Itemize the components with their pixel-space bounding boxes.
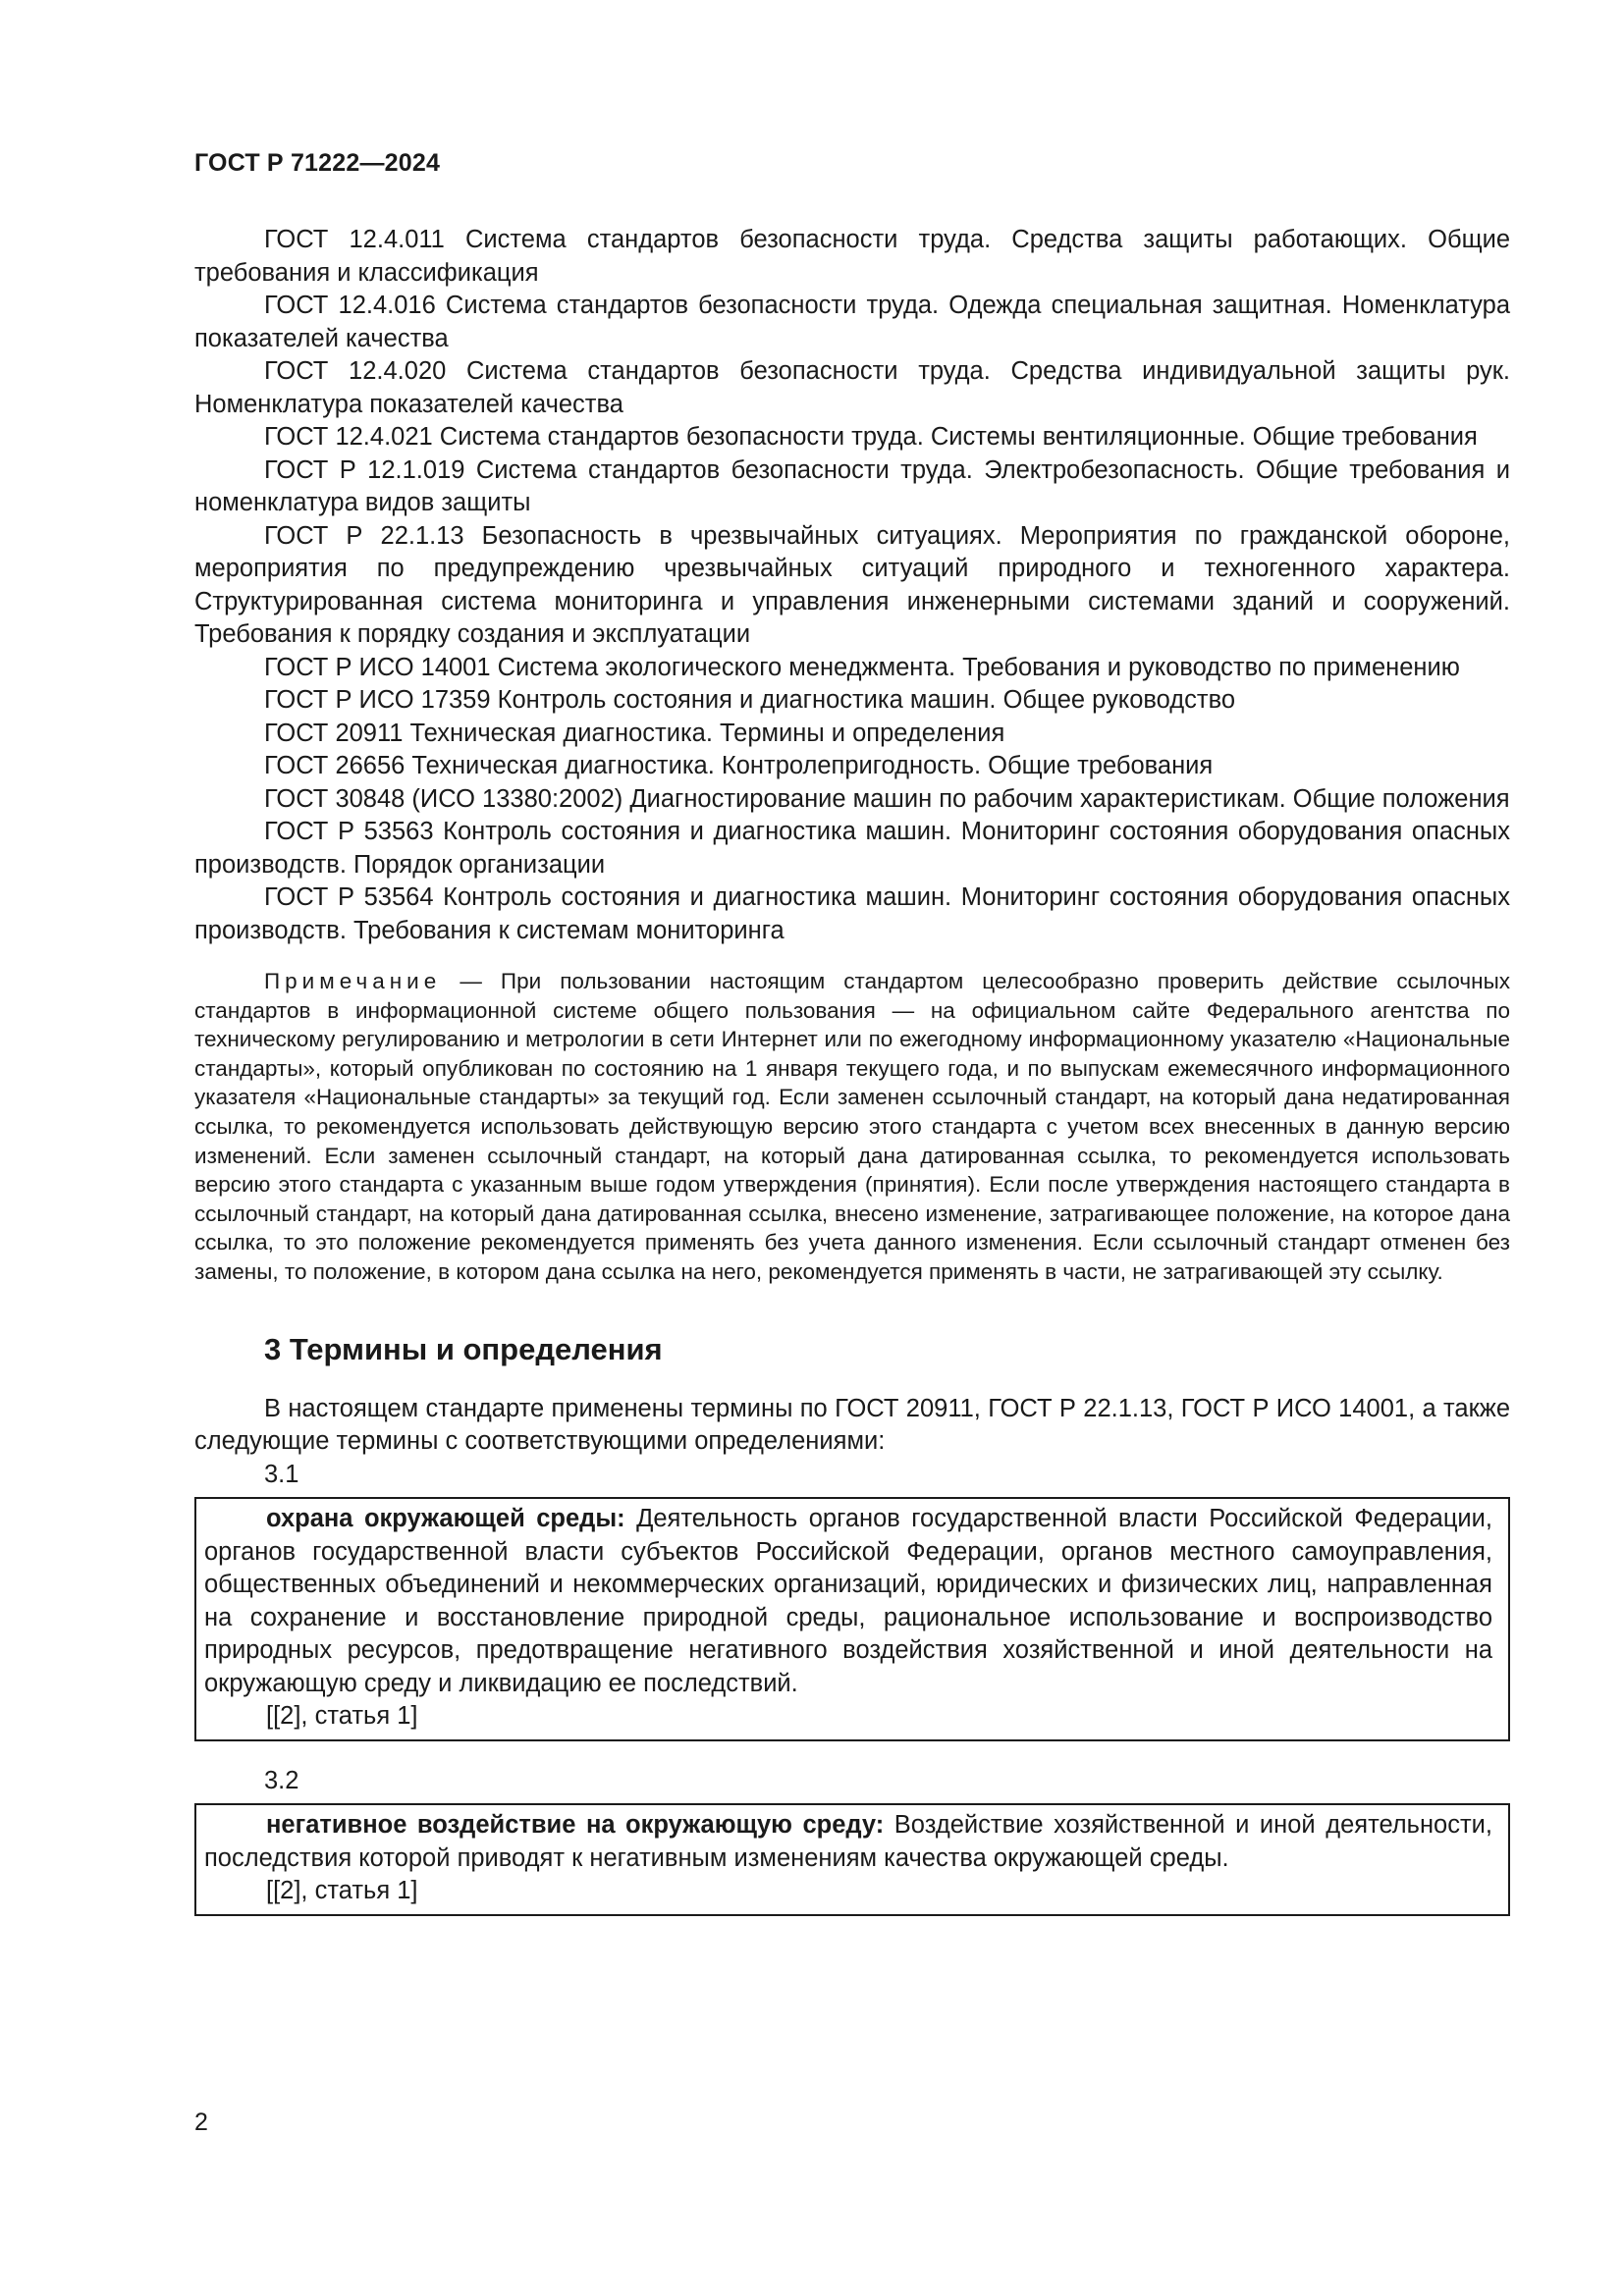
reference-item: ГОСТ 12.4.011 Система стандартов безопасности труда. Средства защиты работающих. Общие требования и классификация [194, 226, 1510, 287]
section-title: 3 Термины и определения [264, 1331, 663, 1366]
page-number: 2 [194, 2109, 208, 2136]
reference-item: ГОСТ 12.4.016 Система стандартов безопасности труда. Одежда специальная защитная. Номенклатура показателей качества [194, 292, 1510, 352]
reference-item: ГОСТ Р 22.1.13 Безопасность в чрезвычайных ситуациях. Мероприятия по гражданской обороне, мероприятия по предупреждению чрезвычайных ситуаций природного и техногенного характера. Структурированная система мониторинга и управления инженерными системами зданий и сооружений. Требования к порядку создания и эксплуатации [194, 521, 1510, 648]
reference-item: ГОСТ Р ИСО 17359 Контроль состояния и диагностика машин. Общее руководство [264, 686, 1236, 714]
term-source: [[2], статья 1] [266, 1877, 418, 1905]
reference-item: ГОСТ 12.4.020 Система стандартов безопасности труда. Средства индивидуальной защиты рук. Номенклатура показателей качества [194, 357, 1510, 418]
note-paragraph [194, 967, 1510, 1287]
term-definition-box [194, 1803, 1510, 1916]
reference-item: ГОСТ Р 53564 Контроль состояния и диагностика машин. Мониторинг состояния оборудования опасных производств. Требования к системам мониторинга [194, 883, 1510, 944]
reference-item: ГОСТ 26656 Техническая диагностика. Контролепригодность. Общие требования [264, 752, 1214, 779]
note-label: Примечание [264, 969, 442, 993]
term-name: охрана окружающей среды: [266, 1505, 625, 1533]
term-number: 3.1 [264, 1460, 299, 1488]
reference-item: ГОСТ Р 12.1.019 Система стандартов безопасности труда. Электробезопасность. Общие требования и номенклатура видов защиты [194, 455, 1510, 516]
note-text: — При пользовании настоящим стандартом целесообразно проверить действие ссылочных стандартов в информационной системе общего пользования — на официальном сайте Федерального агентства по техническому регулированию и метрологии в сети Интернет или по ежегодному информационному указателю «Национальные стандарты», который опубликован по состоянию на 1 января текущего года, и по выпускам ежемесячного информационного указателя «Национальные стандарты» за текущий год. Если заменен ссылочный стандарт, на который дана недатированная ссылка, то рекомендуется использовать действующую версию этого стандарта с учетом всех внесенных в данную версию изменений. Если заменен ссылочный стандарт, на который дана датированная ссылка, то рекомендуется использовать версию этого стандарта с указанным выше годом утверждения (принятия). Если после утверждения настоящего стандарта в ссылочный стандарт, на который дана датированная ссылка, внесено изменение, затрагивающее положение, на которое дана ссылка, то это положение рекомендуется применять без учета данного изменения. Если ссылочный стандарт отменен без замены, то положение, в котором дана ссылка на него, рекомендуется применять в части, не затрагивающей эту ссылку. [194, 969, 1510, 1284]
term-definition [204, 1809, 1492, 1875]
reference-item: ГОСТ 20911 Техническая диагностика. Термины и определения [264, 719, 1005, 747]
reference-item: ГОСТ Р ИСО 14001 Система экологического менеджмента. Требования и руководство по применению [264, 653, 1460, 681]
page-content [194, 224, 1510, 1916]
term-number: 3.2 [264, 1766, 299, 1794]
reference-item: ГОСТ Р 53563 Контроль состояния и диагностика машин. Мониторинг состояния оборудования опасных производств. Порядок организации [194, 818, 1510, 879]
normative-references-list [194, 224, 1510, 947]
section-intro: В настоящем стандарте применены термины по ГОСТ 20911, ГОСТ Р 22.1.13, ГОСТ Р ИСО 14001, а также следующие термины с соответствующими определениями: [194, 1394, 1510, 1456]
reference-item: ГОСТ 12.4.021 Система стандартов безопасности труда. Системы вентиляционные. Общие требования [264, 423, 1478, 451]
term-definition [204, 1503, 1492, 1700]
term-source: [[2], статья 1] [266, 1702, 418, 1731]
term-definition-box [194, 1497, 1510, 1741]
document-header: ГОСТ Р 71222—2024 [194, 149, 441, 177]
term-text: Деятельность органов государственной власти Российской Федерации, органов государственной власти субъектов Российской Федерации, органов местного самоуправления, общественных объединений и некоммерческих организаций, юридических и физических лиц, направленная на сохранение и восстановление природной среды, рациональное использование и воспроизводство природных ресурсов, предотвращение негативного воздействия хозяйственной и иной деятельности на окружающую среду и ликвидацию ее последствий. [204, 1505, 1492, 1697]
reference-item: ГОСТ 30848 (ИСО 13380:2002) Диагностирование машин по рабочим характеристикам. Общие положения [264, 784, 1510, 813]
term-name: негативное воздействие на окружающую среду: [266, 1811, 885, 1840]
term-text: Воздействие хозяйственной и иной деятельности, последствия которой приводят к негативным изменениям качества окружающей среды. [204, 1811, 1492, 1872]
